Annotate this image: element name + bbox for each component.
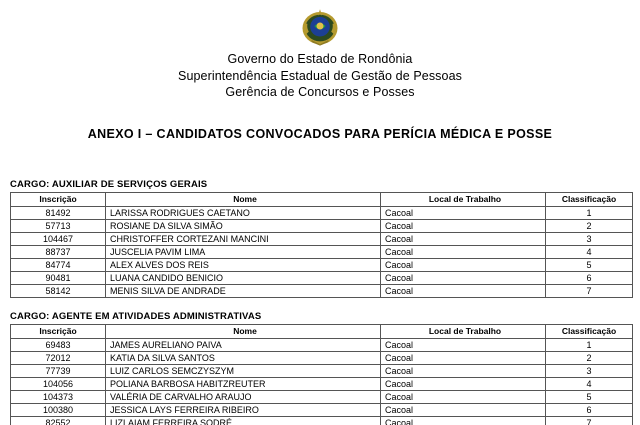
cell-inscricao: 88737 bbox=[11, 245, 106, 258]
cell-nome: ALEX ALVES DOS REIS bbox=[106, 258, 381, 271]
cell-inscricao: 81492 bbox=[11, 206, 106, 219]
cell-nome: LUANA CANDIDO BENICIO bbox=[106, 271, 381, 284]
column-header-local-trabalho: Local de Trabalho bbox=[381, 324, 546, 338]
cell-classificacao: 5 bbox=[546, 390, 633, 403]
cell-inscricao: 69483 bbox=[11, 338, 106, 351]
cell-nome: KATIA DA SILVA SANTOS bbox=[106, 351, 381, 364]
table-row bbox=[11, 284, 633, 297]
table-row bbox=[11, 351, 633, 364]
column-header-inscricao: Inscrição bbox=[11, 324, 106, 338]
cell-local-trabalho: Cacoal bbox=[381, 206, 546, 219]
cell-classificacao: 1 bbox=[546, 206, 633, 219]
page-title: ANEXO I – CANDIDATOS CONVOCADOS PARA PERÍCIA MÉDICA E POSSE bbox=[87, 126, 553, 141]
cell-nome: VALÉRIA DE CARVALHO ARAUJO bbox=[106, 390, 381, 403]
cell-inscricao: 84774 bbox=[11, 258, 106, 271]
column-header-local-trabalho: Local de Trabalho bbox=[381, 192, 546, 206]
cell-local-trabalho: Cacoal bbox=[381, 219, 546, 232]
cell-classificacao: 3 bbox=[546, 364, 633, 377]
cell-nome: JAMES AURELIANO PAIVA bbox=[106, 338, 381, 351]
cell-local-trabalho: Cacoal bbox=[381, 271, 546, 284]
emblem-container bbox=[0, 0, 640, 48]
cell-inscricao: 100380 bbox=[11, 403, 106, 416]
cell-classificacao: 6 bbox=[546, 271, 633, 284]
table-row bbox=[11, 338, 633, 351]
column-header-classificacao: Classificação bbox=[546, 324, 633, 338]
cell-nome: ROSIANE DA SILVA SIMÃO bbox=[106, 219, 381, 232]
column-header-classificacao: Classificação bbox=[546, 192, 633, 206]
cell-nome: POLIANA BARBOSA HABITZREUTER bbox=[106, 377, 381, 390]
cell-classificacao: 7 bbox=[546, 416, 633, 425]
table-row bbox=[11, 377, 633, 390]
cell-classificacao: 7 bbox=[546, 284, 633, 297]
column-header-nome: Nome bbox=[106, 192, 381, 206]
header-line-management: Gerência de Concursos e Posses bbox=[225, 85, 415, 99]
table-header-row bbox=[11, 192, 633, 206]
cell-local-trabalho: Cacoal bbox=[381, 351, 546, 364]
table-row bbox=[11, 416, 633, 425]
coat-of-arms-icon bbox=[299, 5, 341, 47]
cell-classificacao: 1 bbox=[546, 338, 633, 351]
column-header-nome: Nome bbox=[106, 324, 381, 338]
cell-local-trabalho: Cacoal bbox=[381, 364, 546, 377]
table-row bbox=[11, 258, 633, 271]
table-row bbox=[11, 271, 633, 284]
cell-local-trabalho: Cacoal bbox=[381, 377, 546, 390]
cell-classificacao: 4 bbox=[546, 245, 633, 258]
cargo-label-auxiliar-servicos-gerais: CARGO: AUXILIAR DE SERVIÇOS GERAIS bbox=[10, 178, 208, 190]
cell-inscricao: 104373 bbox=[11, 390, 106, 403]
table-row bbox=[11, 364, 633, 377]
organization-header bbox=[0, 51, 640, 101]
cell-classificacao: 2 bbox=[546, 219, 633, 232]
cell-nome: JUSCELIA PAVIM LIMA bbox=[106, 245, 381, 258]
candidates-table-auxiliar-servicos-gerais bbox=[10, 192, 633, 298]
cell-classificacao: 4 bbox=[546, 377, 633, 390]
cell-classificacao: 6 bbox=[546, 403, 633, 416]
cell-nome: MENIS SILVA DE ANDRADE bbox=[106, 284, 381, 297]
table-row bbox=[11, 232, 633, 245]
table-header-row bbox=[11, 324, 633, 338]
cell-local-trabalho: Cacoal bbox=[381, 403, 546, 416]
header-line-government: Governo do Estado de Rondônia bbox=[227, 52, 413, 66]
cell-inscricao: 90481 bbox=[11, 271, 106, 284]
table-row bbox=[11, 219, 633, 232]
cell-local-trabalho: Cacoal bbox=[381, 390, 546, 403]
cell-local-trabalho: Cacoal bbox=[381, 338, 546, 351]
cell-nome: JESSICA LAYS FERREIRA RIBEIRO bbox=[106, 403, 381, 416]
cell-local-trabalho: Cacoal bbox=[381, 416, 546, 425]
cell-inscricao: 82552 bbox=[11, 416, 106, 425]
cell-nome: LARISSA RODRIGUES CAETANO bbox=[106, 206, 381, 219]
cell-local-trabalho: Cacoal bbox=[381, 258, 546, 271]
cell-local-trabalho: Cacoal bbox=[381, 284, 546, 297]
cell-local-trabalho: Cacoal bbox=[381, 232, 546, 245]
table-row bbox=[11, 390, 633, 403]
header-line-superintendency: Superintendência Estadual de Gestão de Pessoas bbox=[178, 68, 462, 83]
cell-inscricao: 104056 bbox=[11, 377, 106, 390]
column-header-inscricao: Inscrição bbox=[11, 192, 106, 206]
cell-nome: LUIZ CARLOS SEMCZYSZYM bbox=[106, 364, 381, 377]
candidates-table-agente-atividades-administrativas bbox=[10, 324, 633, 425]
cell-local-trabalho: Cacoal bbox=[381, 245, 546, 258]
cell-inscricao: 77739 bbox=[11, 364, 106, 377]
cell-inscricao: 72012 bbox=[11, 351, 106, 364]
table-row bbox=[11, 206, 633, 219]
cell-classificacao: 3 bbox=[546, 232, 633, 245]
table-row bbox=[11, 403, 633, 416]
cell-classificacao: 2 bbox=[546, 351, 633, 364]
cell-inscricao: 58142 bbox=[11, 284, 106, 297]
cell-nome: CHRISTOFFER CORTEZANI MANCINI bbox=[106, 232, 381, 245]
cell-inscricao: 104467 bbox=[11, 232, 106, 245]
cell-inscricao: 57713 bbox=[11, 219, 106, 232]
cell-classificacao: 5 bbox=[546, 258, 633, 271]
table-row bbox=[11, 245, 633, 258]
cell-nome: LIZLAIAM FERREIRA SODRÉ bbox=[106, 416, 381, 425]
cargo-label-agente-atividades-administrativas: CARGO: AGENTE EM ATIVIDADES ADMINISTRATIVAS bbox=[10, 310, 262, 322]
